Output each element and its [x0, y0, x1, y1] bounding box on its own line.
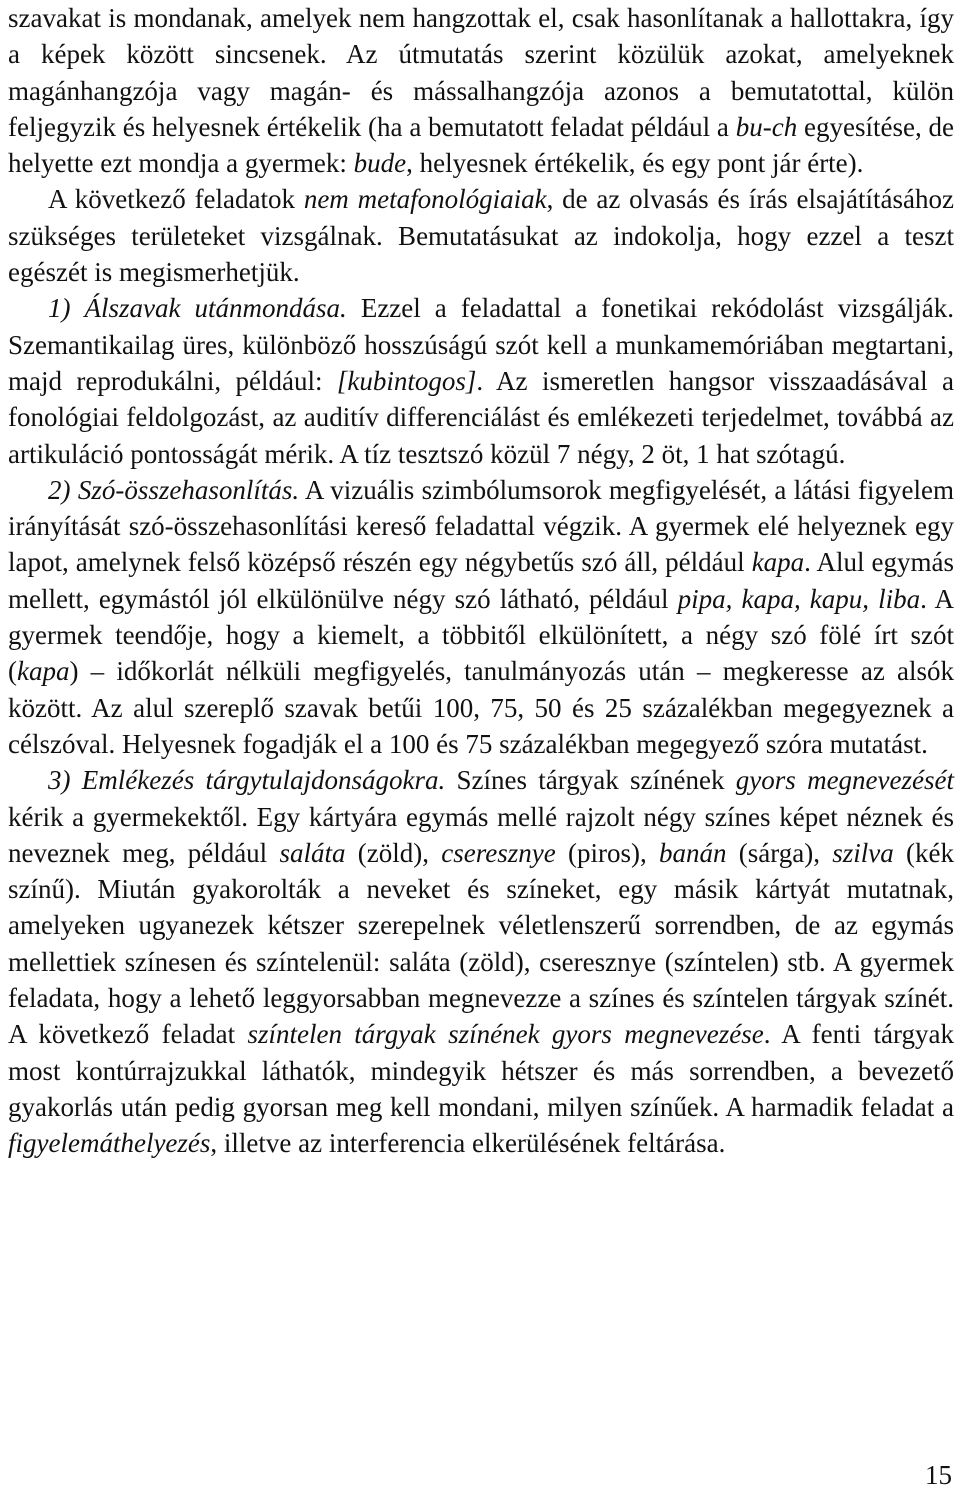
text-run: , helyesnek értékelik, és egy pont jár érte).	[406, 148, 864, 179]
text-run: szavakat is mondanak, amelyek nem hangzottak el, csak hasonlítanak a hallottakra, így a képek között sincsenek. Az útmutatás szerint közülük azokat, amelyeknek magánhangzója vagy magán- és mássalhangzója azonos a bemutatottal, külön feljegyzik és helyesnek értékelik (ha a bemutatott feladat például a	[8, 3, 954, 142]
italic-text-run: gyors megnevezését	[735, 765, 954, 796]
italic-text-run: nem metafonológiaiak	[303, 184, 547, 215]
text-run: A vizuális szimbólumsorok megfigyelését, a látási figyelem irányítását szó-összehasonlítási kereső feladattal végzik. A gyermek elé helyeznek egy lapot, amelynek felső középső részén egy négybetűs szó áll, például	[8, 474, 954, 578]
text-run: Ezzel a feladattal a fonetikai rekódolást vizsgálják. Szemantikailag üres, különböző hosszúságú szót kell a munkamemóriában megtartani, majd reprodukálni, például:	[8, 293, 954, 396]
paragraph-task-1-pseudoword-repetition	[8, 290, 954, 471]
italic-text-run: bu-ch	[735, 111, 798, 142]
text-run: . A fenti tárgyak most kontúrrajzukkal láthatók, mindegyik hétszer és más sorrendben, a bevezető gyakorlás után pedig gyorsan meg kell mondani, milyen színűek. A harmadik feladat a	[8, 1019, 954, 1122]
text-run: (sárga),	[726, 837, 833, 868]
text-run: (kék színű). Miután gyakorolták a neveket és színeket, egy másik kártyát mutatnak, amelyeken ugyanezek kétszer szerepelnek véletlenszerű sorrendben, de az egymás mellettiek színesen és színtelenül: saláta (zöld), cseresznye (színtelen) stb. A gyermek feladata, hogy a lehető leggyorsabban megnevezze a színes és színtelen tárgyak színét. A következő feladat	[8, 837, 954, 1050]
paragraph-task-2-word-comparison	[8, 472, 954, 762]
text-run: . Az ismeretlen hangsor visszaadásával a fonológiai feldolgozást, az auditív differenciálást és emlékezeti terjedelmet, továbbá az artikuláció pontosságát mérik. A tíz tesztszó közül 7 négy, 2 öt, 1 hat szótagú.	[8, 365, 954, 469]
italic-text-run: pipa, kapa, kapu, liba	[677, 583, 921, 614]
text-run: egyesítése, de helyette ezt mondja a gyermek:	[8, 111, 954, 179]
document-page	[8, 0, 954, 1162]
italic-text-run: saláta	[279, 837, 346, 868]
text-run: , illetve az interferencia elkerülésének feltárása.	[210, 1128, 726, 1159]
paragraph-intro	[8, 181, 954, 290]
text-run: . Alul egymás mellett, egymástól jól elkülönülve négy szó látható, például	[8, 547, 954, 614]
italic-text-run: kapa	[751, 547, 805, 578]
italic-text-run: banán	[658, 837, 727, 868]
italic-text-run: 1) Álszavak utánmondása.	[48, 293, 347, 324]
italic-text-run: bude	[353, 148, 407, 179]
paragraph-continuation	[8, 0, 954, 181]
text-run: , de az olvasás és írás elsajátításához szükséges területeket vizsgálnak. Bemutatásukat az indokolja, hogy ezzel a teszt egészét is megismerhetjük.	[8, 184, 954, 288]
text-run: (zöld),	[345, 837, 442, 868]
italic-text-run: figyelemáthelyezés	[8, 1128, 211, 1159]
italic-text-run: kapa	[17, 656, 70, 687]
italic-text-run: szilva	[832, 837, 894, 868]
page-number: 15	[925, 1460, 952, 1490]
text-run: ) – időkorlát nélküli megfigyelés, tanulmányozás után – megkeresse az alsók között. Az alul szereplő szavak betűi 100, 75, 50 és 25 százalékban megegyeznek a célszóval. Helyesnek fogadják el a 100 és 75 százalékban megegyező szóra mutatást.	[8, 656, 954, 759]
italic-text-run: [kubintogos]	[336, 365, 477, 396]
italic-text-run: cseresznye	[441, 837, 556, 868]
text-run: A következő feladatok	[48, 184, 304, 215]
italic-text-run: 3) Emlékezés tárgytulajdonságokra.	[48, 765, 446, 796]
text-run: Színes tárgyak színének	[445, 765, 736, 796]
italic-text-run: színtelen tárgyak színének gyors megnevezése	[247, 1019, 764, 1050]
text-run: (piros),	[555, 837, 659, 868]
text-run: . A gyermek teendője, hogy a kiemelt, a többitől elkülönített, a négy szó fölé írt szót (	[8, 583, 954, 687]
italic-text-run: 2) Szó-összehasonlítás.	[48, 474, 300, 505]
text-run: kérik a gyermekektől. Egy kártyára egymás mellé rajzolt négy színes képet néznek és neveznek meg, például	[8, 801, 954, 868]
paragraph-task-3-object-properties	[8, 762, 954, 1161]
